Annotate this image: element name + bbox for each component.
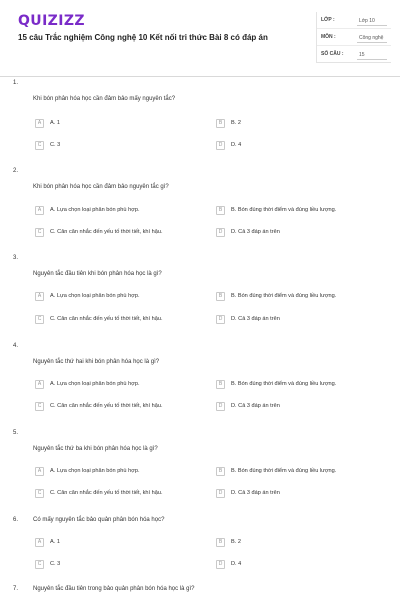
option-text: A. Lựa chọn loại phân bón phù hợp. [50,468,140,474]
option-letter-box: D [216,489,225,498]
option-text: B. Bón đúng thời điểm và đúng liều lượng. [231,293,337,299]
option-c[interactable] [35,314,163,324]
option-text: B. Bón đúng thời điểm và đúng liều lượng. [231,207,337,213]
option-text: B. Bón đúng thời điểm và đúng liều lượng. [231,381,337,387]
option-c[interactable] [35,227,163,237]
meta-key-count: SỐ CÂU : [321,51,344,57]
option-text: A. Lựa chọn loại phân bón phù hợp. [50,381,140,387]
option-b[interactable] [216,291,336,301]
question-text: Nguyên tắc đầu tiên trong bảo quản phân bón hóa học là gì? [33,586,195,592]
option-c[interactable] [35,559,60,569]
option-b[interactable] [216,205,336,215]
option-letter-box: D [216,315,225,324]
option-text: A. Lựa chọn loại phân bón phù hợp. [50,207,140,213]
meta-row-subject [317,28,391,45]
option-b[interactable] [216,118,241,128]
option-letter-box: A [35,206,44,215]
option-text: D. 4 [231,561,242,567]
option-letter-box: B [216,380,225,389]
question-text: Khi bón phân hóa học cần đảm bảo mấy nguyên tắc? [33,96,176,102]
option-b[interactable] [216,379,336,389]
option-text: C. 3 [50,142,61,148]
option-text: D. Cả 3 đáp án trên [231,229,280,235]
meta-value-count: 15 [357,48,387,60]
option-d[interactable] [216,314,280,324]
option-text: D. 4 [231,142,242,148]
question-number: 2. [13,168,19,174]
document-title: 15 câu Trắc nghiệm Công nghệ 10 Kết nối tri thức Bài 8 có đáp án [18,33,268,42]
meta-info-box [316,12,391,63]
question-number: 3. [13,255,19,261]
option-text: C. 3 [50,561,61,567]
question-text: Nguyên tắc đầu tiên khi bón phân hóa học là gì? [33,271,162,277]
option-b[interactable] [216,537,241,547]
option-letter-box: D [216,402,225,411]
option-text: A. 1 [50,539,60,545]
question-number: 6. [13,517,19,523]
question-text: Khi bón phân hóa học cần đảm bảo nguyên tắc gì? [33,184,169,190]
option-letter-box: B [216,119,225,128]
option-c[interactable] [35,401,163,411]
option-a[interactable] [35,537,60,547]
option-text: C. Cân căn nhắc đến yếu tố thời tiết, khí hậu. [50,316,163,322]
option-letter-box: C [35,141,44,150]
option-text: D. Cả 3 đáp án trên [231,316,280,322]
question-text: Có mấy nguyên tắc bảo quản phân bón hóa học? [33,517,165,523]
option-text: B. Bón đúng thời điểm và đúng liều lượng. [231,468,337,474]
option-a[interactable] [35,379,140,389]
option-letter-box: A [35,467,44,476]
question-number: 7. [13,586,19,592]
question-number: 1. [13,80,19,86]
meta-value-subject: Công nghệ [357,31,387,43]
option-letter-box: D [216,560,225,569]
option-text: D. Cả 3 đáp án trên [231,490,280,496]
question-text: Nguyên tắc thứ hai khi bón phân hóa học là gì? [33,359,160,365]
option-d[interactable] [216,140,241,150]
option-d[interactable] [216,401,280,411]
question-number: 4. [13,343,19,349]
quizizz-logo: QUIZIZZ [18,13,85,29]
option-letter-box: B [216,538,225,547]
option-c[interactable] [35,488,163,498]
option-letter-box: B [216,467,225,476]
option-d[interactable] [216,488,280,498]
meta-row-grade [317,12,391,28]
question-text: Nguyên tắc thứ ba khi bón phân hóa học là gì? [33,446,158,452]
option-d[interactable] [216,227,280,237]
document-header [0,0,400,77]
option-letter-box: B [216,292,225,301]
option-a[interactable] [35,291,140,301]
option-d[interactable] [216,559,241,569]
option-letter-box: A [35,538,44,547]
option-letter-box: C [35,560,44,569]
option-text: D. Cả 3 đáp án trên [231,403,280,409]
meta-value-grade: Lớp 10 [357,14,387,26]
option-text: C. Cân căn nhắc đến yếu tố thời tiết, khí hậu. [50,403,163,409]
option-c[interactable] [35,140,60,150]
option-text: B. 2 [231,539,241,545]
option-text: A. 1 [50,120,60,126]
option-letter-box: C [35,489,44,498]
option-letter-box: D [216,141,225,150]
option-b[interactable] [216,466,336,476]
option-letter-box: A [35,119,44,128]
question-number: 5. [13,430,19,436]
option-a[interactable] [35,118,60,128]
option-letter-box: D [216,228,225,237]
meta-key-grade: LỚP : [321,17,335,23]
option-letter-box: C [35,228,44,237]
option-letter-box: B [216,206,225,215]
option-text: B. 2 [231,120,241,126]
option-letter-box: A [35,380,44,389]
option-text: C. Cân căn nhắc đến yếu tố thời tiết, khí hậu. [50,490,163,496]
option-letter-box: C [35,402,44,411]
option-text: C. Cân căn nhắc đến yếu tố thời tiết, khí hậu. [50,229,163,235]
meta-key-subject: MÔN : [321,34,336,40]
option-letter-box: A [35,292,44,301]
option-letter-box: C [35,315,44,324]
option-text: A. Lựa chọn loại phân bón phù hợp. [50,293,140,299]
option-a[interactable] [35,466,140,476]
meta-row-count [317,45,391,62]
option-a[interactable] [35,205,140,215]
